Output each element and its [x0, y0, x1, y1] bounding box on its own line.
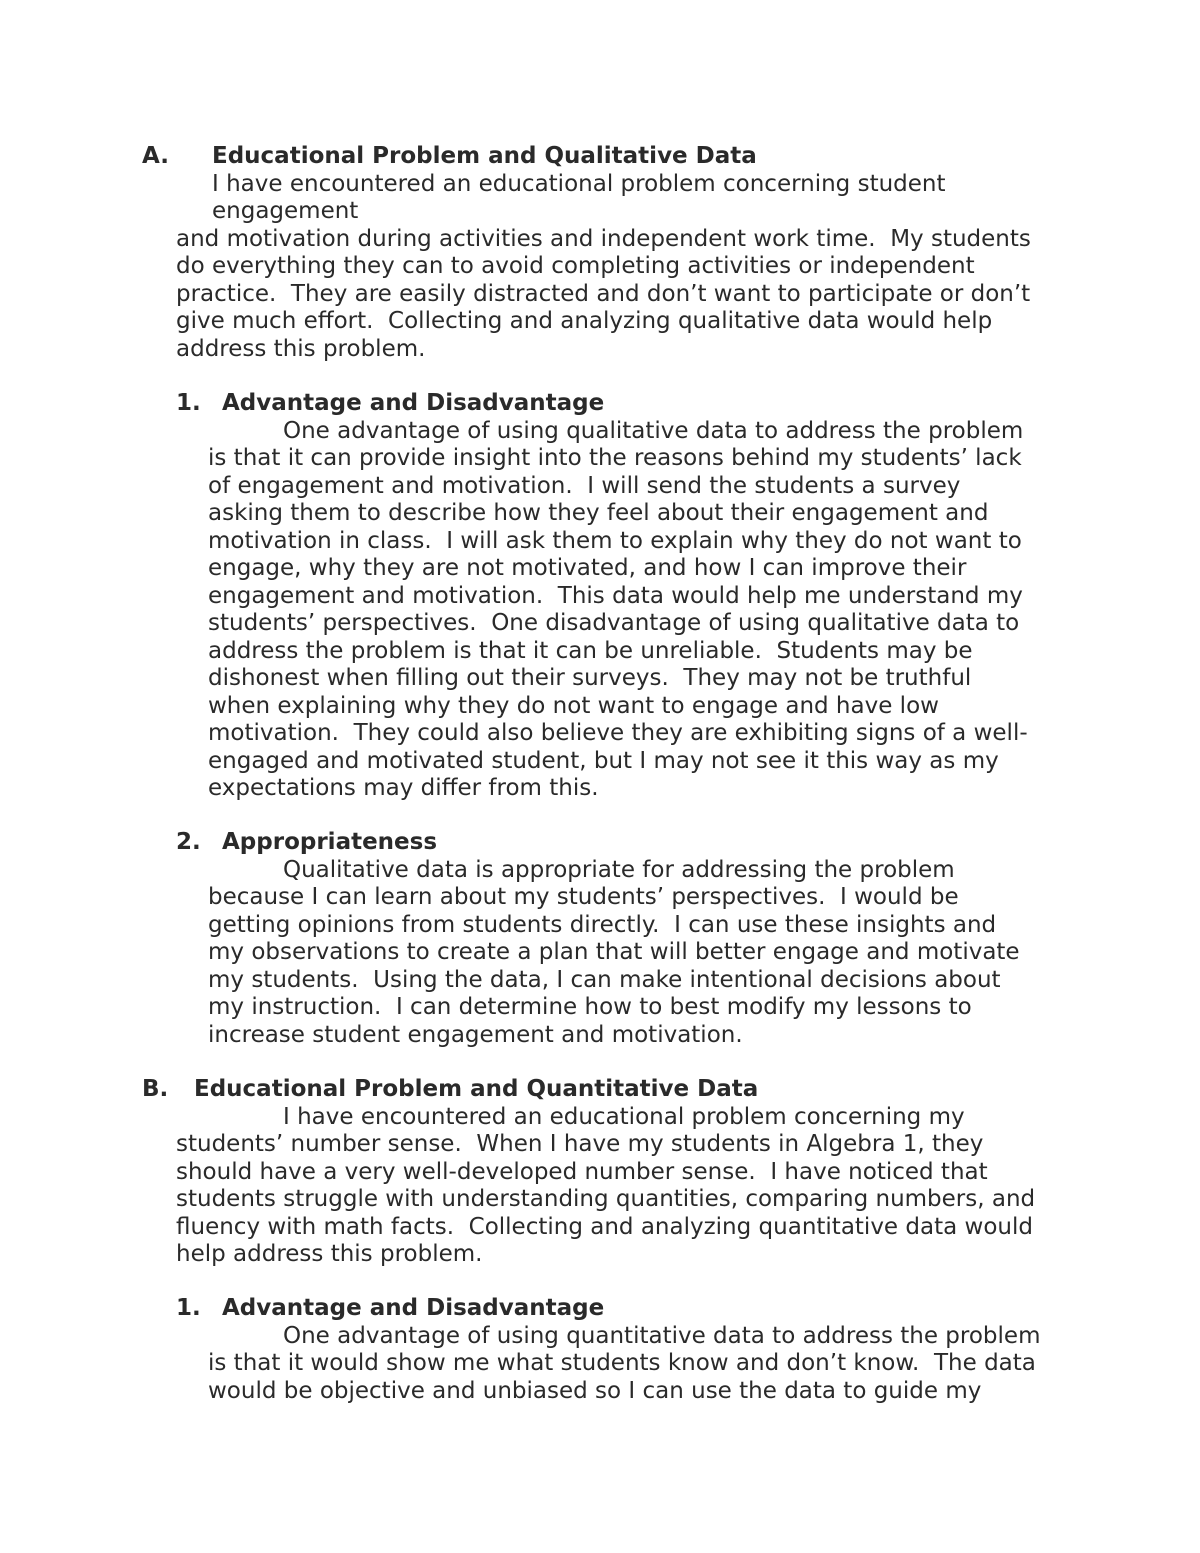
paragraph-line: dishonest when filling out their surveys. They may not be truthful	[208, 665, 972, 691]
subsection-b1-heading: Advantage and Disadvantage	[222, 1295, 605, 1321]
section-b-heading: Educational Problem and Quantitative Data	[194, 1076, 759, 1102]
section-b-marker: B.	[142, 1076, 169, 1102]
paragraph-line: One advantage of using quantitative data to address the problem	[283, 1323, 1041, 1349]
paragraph-line: is that it can provide insight into the reasons behind my students’ lack	[208, 445, 1022, 471]
subsection-b1-marker: 1.	[176, 1295, 201, 1321]
paragraph-line: of engagement and motivation. I will send the students a survey	[208, 473, 961, 499]
section-a-marker: A.	[142, 143, 169, 169]
paragraph-line: motivation. They could also believe they are exhibiting signs of a well-	[208, 720, 1028, 746]
paragraph-line: address the problem is that it can be unreliable. Students may be	[208, 638, 973, 664]
paragraph-line: practice. They are easily distracted and don’t want to participate or don’t	[176, 281, 1031, 307]
paragraph-line: I have encountered an educational problem concerning my	[283, 1104, 965, 1130]
paragraph-line: engagement and motivation. This data would help me understand my	[208, 583, 1023, 609]
paragraph-line: help address this problem.	[176, 1241, 483, 1267]
paragraph-line: because I can learn about my students’ perspectives. I would be	[208, 884, 959, 910]
paragraph-line: engaged and motivated student, but I may not see it this way as my	[208, 748, 999, 774]
paragraph-line: should have a very well-developed number sense. I have noticed that	[176, 1159, 988, 1185]
paragraph-line: expectations may differ from this.	[208, 775, 599, 801]
paragraph-line: getting opinions from students directly. I can use these insights and	[208, 912, 997, 938]
paragraph-line: One advantage of using qualitative data to address the problem	[283, 418, 1024, 444]
paragraph-line: when explaining why they do not want to engage and have low	[208, 693, 939, 719]
paragraph-line: would be objective and unbiased so I can use the data to guide my	[208, 1378, 982, 1404]
paragraph-line: give much effort. Collecting and analyzing qualitative data would help	[176, 308, 993, 334]
paragraph-line: my instruction. I can determine how to best modify my lessons to	[208, 994, 972, 1020]
paragraph-line: I have encountered an educational problem concerning student	[212, 171, 946, 197]
paragraph-line: motivation in class. I will ask them to explain why they do not want to	[208, 528, 1022, 554]
subsection-a2-marker: 2.	[176, 829, 201, 855]
paragraph-line: my students. Using the data, I can make intentional decisions about	[208, 967, 1001, 993]
subsection-a2-heading: Appropriateness	[222, 829, 438, 855]
paragraph-line: students’ number sense. When I have my students in Algebra 1, they	[176, 1131, 984, 1157]
section-a-heading: Educational Problem and Qualitative Data	[212, 143, 757, 169]
paragraph-line: students’ perspectives. One disadvantage of using qualitative data to	[208, 610, 1020, 636]
paragraph-line: engagement	[212, 198, 359, 224]
paragraph-line: fluency with math facts. Collecting and analyzing quantitative data would	[176, 1214, 1033, 1240]
paragraph-line: is that it would show me what students know and don’t know. The data	[208, 1350, 1036, 1376]
paragraph-line: increase student engagement and motivation.	[208, 1022, 743, 1048]
paragraph-line: and motivation during activities and independent work time. My students	[176, 226, 1031, 252]
paragraph-line: my observations to create a plan that will better engage and motivate	[208, 939, 1020, 965]
paragraph-line: asking them to describe how they feel about their engagement and	[208, 500, 989, 526]
subsection-a1-marker: 1.	[176, 390, 201, 416]
paragraph-line: engage, why they are not motivated, and how I can improve their	[208, 555, 967, 581]
subsection-a1-heading: Advantage and Disadvantage	[222, 390, 605, 416]
paragraph-line: do everything they can to avoid completing activities or independent	[176, 253, 975, 279]
paragraph-line: students struggle with understanding quantities, comparing numbers, and	[176, 1186, 1036, 1212]
paragraph-line: address this problem.	[176, 336, 426, 362]
paragraph-line: Qualitative data is appropriate for addressing the problem	[283, 857, 955, 883]
